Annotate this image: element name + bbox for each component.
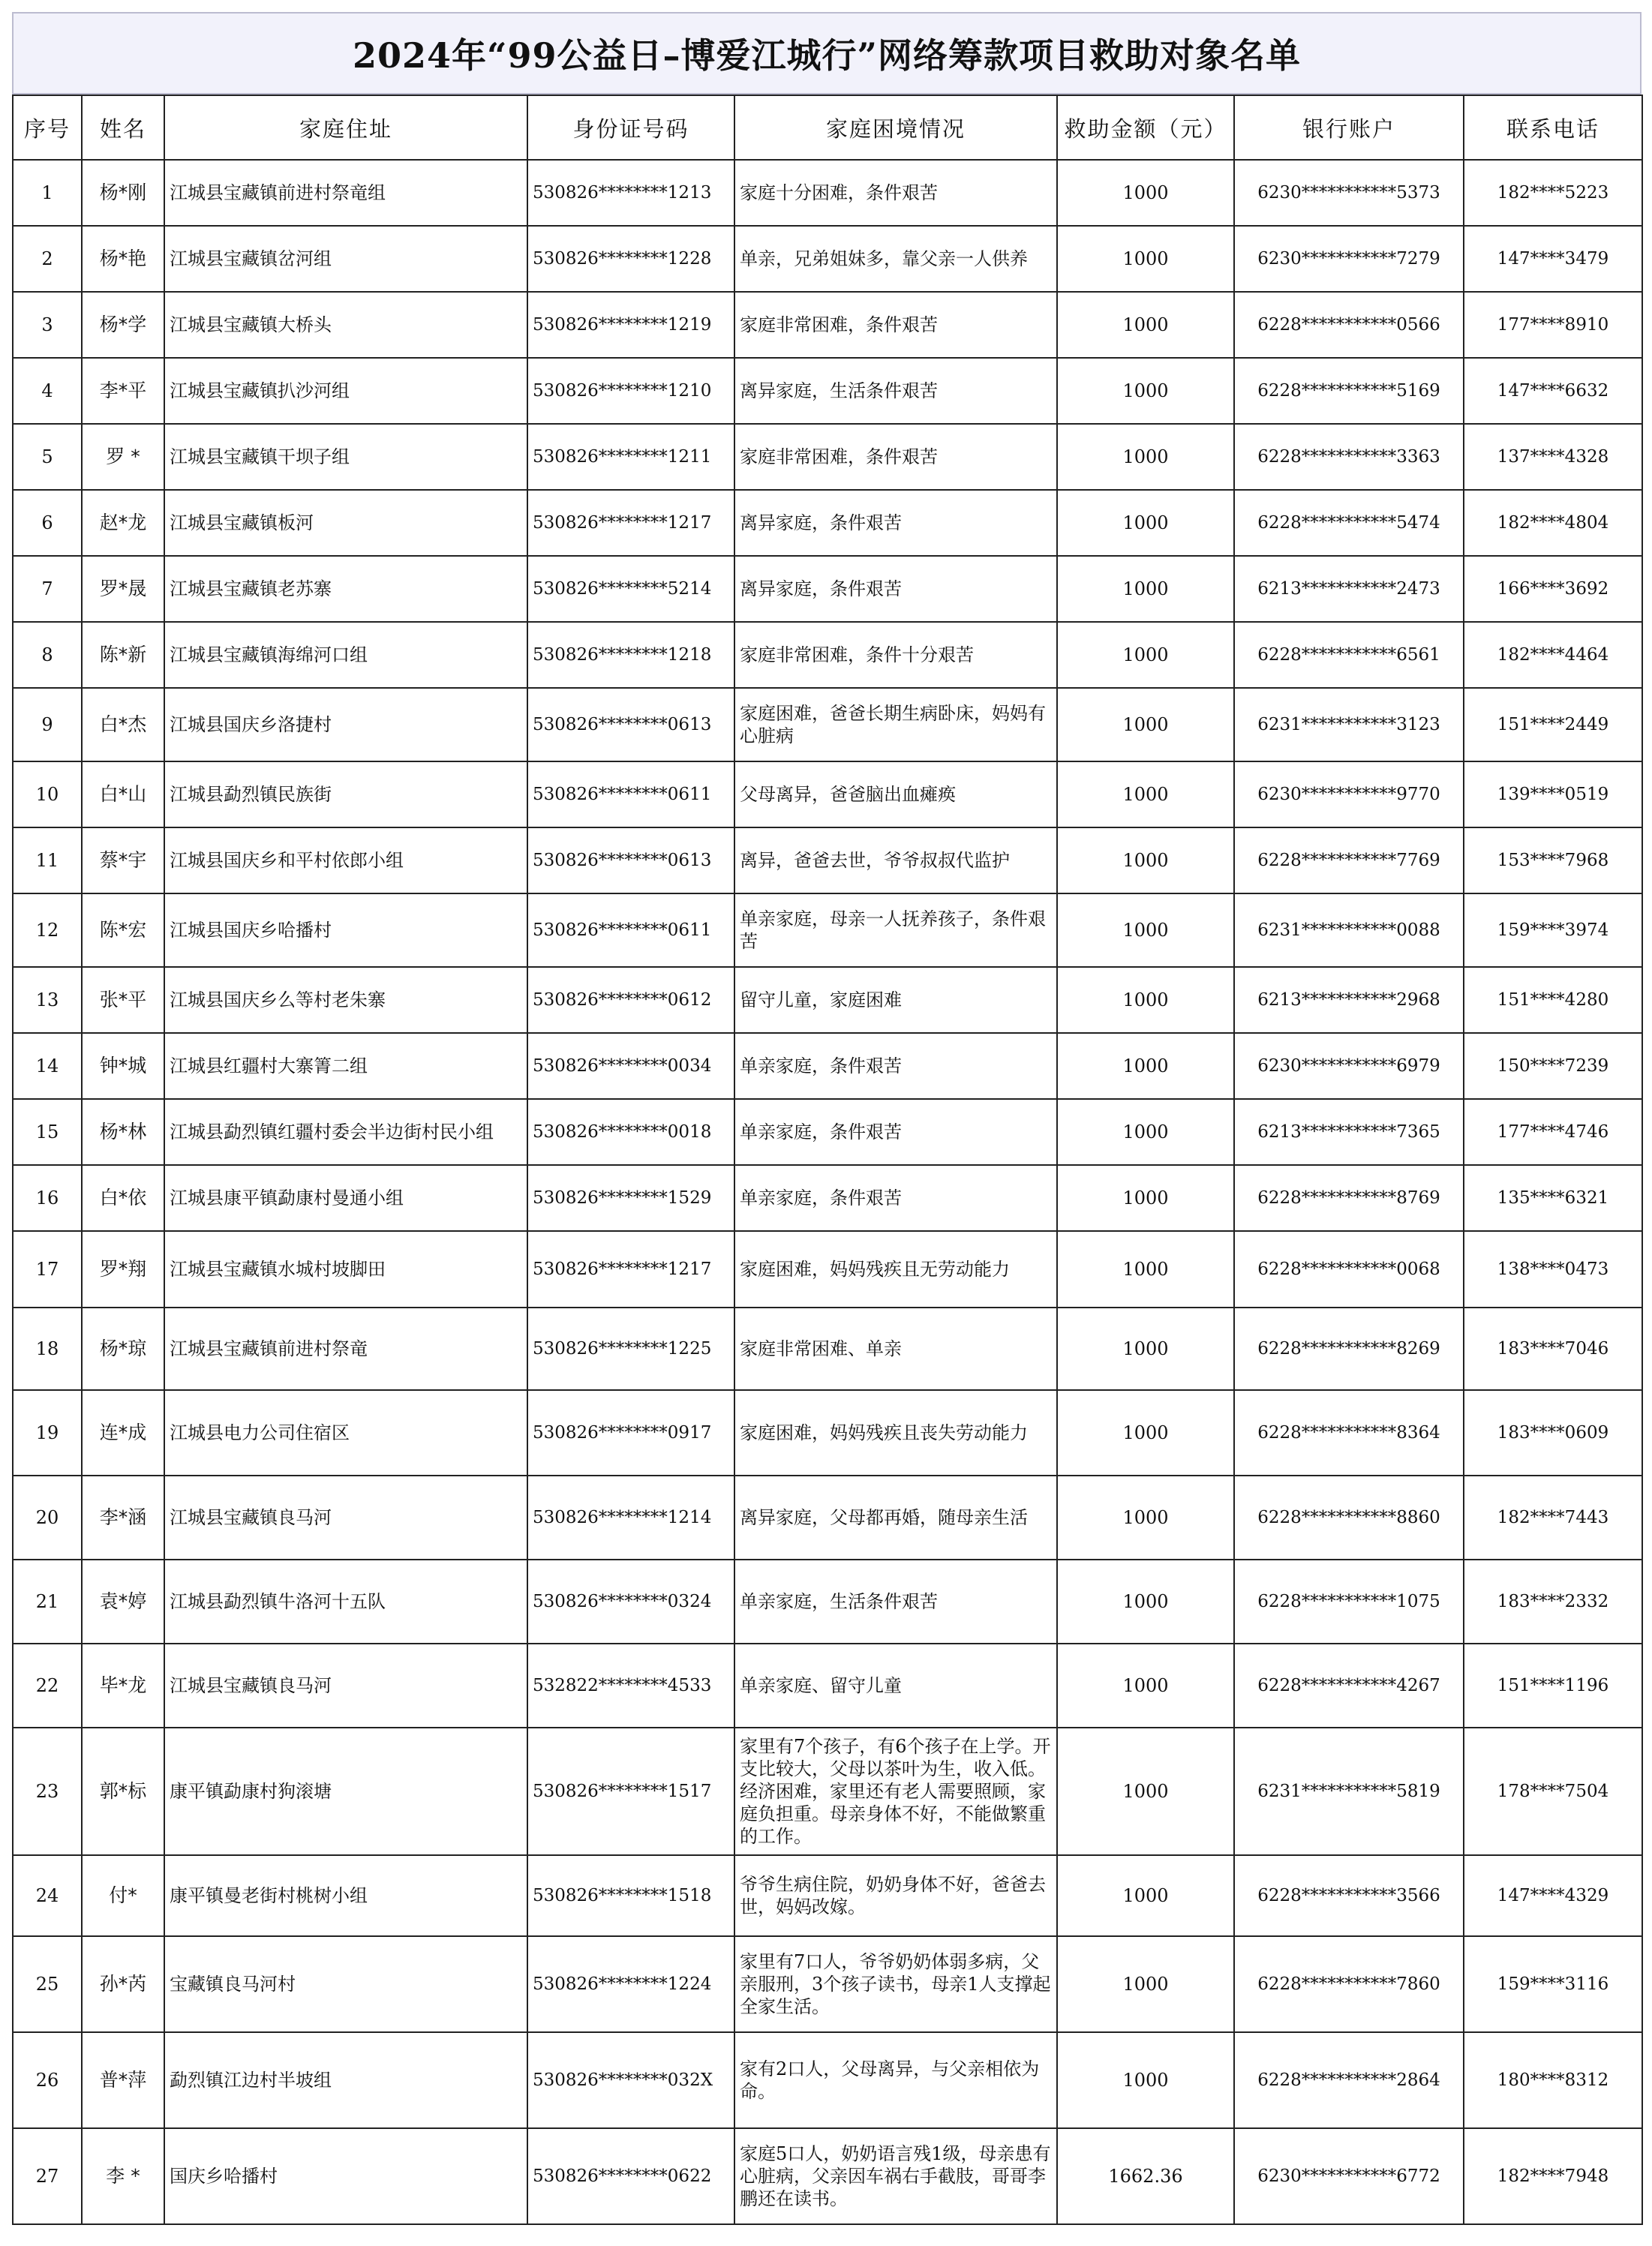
family-situation: 单亲，兄弟姐妹多，靠父亲一人供养 bbox=[734, 226, 1057, 292]
bank-account: 6230***********7279 bbox=[1234, 226, 1464, 292]
home-address: 康平镇勐康村狗滚塘 bbox=[164, 1728, 527, 1855]
aid-amount: 1000 bbox=[1057, 358, 1234, 424]
recipient-name: 李*平 bbox=[82, 358, 164, 424]
contact-phone: 150****7239 bbox=[1464, 1033, 1642, 1099]
id-number: 530826********0018 bbox=[527, 1099, 734, 1165]
contact-phone: 182****7443 bbox=[1464, 1476, 1642, 1560]
contact-phone: 183****0609 bbox=[1464, 1390, 1642, 1476]
bank-account: 6231***********0088 bbox=[1234, 893, 1464, 967]
recipient-name: 杨*琼 bbox=[82, 1308, 164, 1390]
row-number: 23 bbox=[13, 1728, 82, 1855]
bank-account: 6231***********5819 bbox=[1234, 1728, 1464, 1855]
family-situation: 家庭非常困难，条件十分艰苦 bbox=[734, 622, 1057, 688]
aid-amount: 1000 bbox=[1057, 688, 1234, 761]
bank-account: 6228***********2864 bbox=[1234, 2032, 1464, 2128]
bank-account: 6228***********1075 bbox=[1234, 1560, 1464, 1644]
id-number: 530826********0622 bbox=[527, 2128, 734, 2224]
contact-phone: 153****7968 bbox=[1464, 827, 1642, 893]
table-body bbox=[13, 160, 1642, 2224]
recipient-name: 陈*新 bbox=[82, 622, 164, 688]
table-row bbox=[13, 1644, 1642, 1728]
header-name: 姓名 bbox=[82, 95, 164, 160]
bank-account: 6228***********6561 bbox=[1234, 622, 1464, 688]
home-address: 江城县宝藏镇前进村祭竜组 bbox=[164, 160, 527, 226]
family-situation: 离异家庭，生活条件艰苦 bbox=[734, 358, 1057, 424]
row-number: 21 bbox=[13, 1560, 82, 1644]
bank-account: 6228***********8364 bbox=[1234, 1390, 1464, 1476]
table-row bbox=[13, 1936, 1642, 2032]
home-address: 江城县宝藏镇扒沙河组 bbox=[164, 358, 527, 424]
contact-phone: 147****3479 bbox=[1464, 226, 1642, 292]
home-address: 国庆乡哈播村 bbox=[164, 2128, 527, 2224]
recipient-name: 罗*翔 bbox=[82, 1231, 164, 1308]
bank-account: 6228***********5474 bbox=[1234, 490, 1464, 556]
row-number: 17 bbox=[13, 1231, 82, 1308]
table-row bbox=[13, 1033, 1642, 1099]
family-situation: 单亲家庭，母亲一人抚养孩子，条件艰苦 bbox=[734, 893, 1057, 967]
contact-phone: 151****1196 bbox=[1464, 1644, 1642, 1728]
family-situation: 家庭非常困难、单亲 bbox=[734, 1308, 1057, 1390]
id-number: 530826********1214 bbox=[527, 1476, 734, 1560]
aid-amount: 1000 bbox=[1057, 622, 1234, 688]
id-number: 530826********1211 bbox=[527, 424, 734, 490]
table-row bbox=[13, 827, 1642, 893]
bank-account: 6213***********2968 bbox=[1234, 967, 1464, 1033]
aid-amount: 1000 bbox=[1057, 1231, 1234, 1308]
id-number: 530826********1219 bbox=[527, 292, 734, 358]
row-number: 15 bbox=[13, 1099, 82, 1165]
title-bar bbox=[12, 12, 1641, 95]
home-address: 江城县宝藏镇水城村坡脚田 bbox=[164, 1231, 527, 1308]
table-row bbox=[13, 1855, 1642, 1936]
row-number: 19 bbox=[13, 1390, 82, 1476]
family-situation: 离异家庭，条件艰苦 bbox=[734, 490, 1057, 556]
contact-phone: 178****7504 bbox=[1464, 1728, 1642, 1855]
row-number: 2 bbox=[13, 226, 82, 292]
recipient-name: 白*依 bbox=[82, 1165, 164, 1231]
family-situation: 家庭5口人，奶奶语言残1级，母亲患有心脏病，父亲因车祸右手截肢，哥哥李鹏还在读书。 bbox=[734, 2128, 1057, 2224]
home-address: 勐烈镇江边村半坡组 bbox=[164, 2032, 527, 2128]
row-number: 5 bbox=[13, 424, 82, 490]
family-situation: 离异家庭，条件艰苦 bbox=[734, 556, 1057, 622]
home-address: 江城县宝藏镇干坝子组 bbox=[164, 424, 527, 490]
bank-account: 6228***********5169 bbox=[1234, 358, 1464, 424]
id-number: 530826********1529 bbox=[527, 1165, 734, 1231]
recipient-name: 钟*城 bbox=[82, 1033, 164, 1099]
row-number: 26 bbox=[13, 2032, 82, 2128]
row-number: 11 bbox=[13, 827, 82, 893]
contact-phone: 139****0519 bbox=[1464, 761, 1642, 827]
aid-amount: 1000 bbox=[1057, 556, 1234, 622]
header-id-number: 身份证号码 bbox=[527, 95, 734, 160]
id-number: 532822********4533 bbox=[527, 1644, 734, 1728]
id-number: 530826********5214 bbox=[527, 556, 734, 622]
aid-amount: 1662.36 bbox=[1057, 2128, 1234, 2224]
bank-account: 6228***********3566 bbox=[1234, 1855, 1464, 1936]
home-address: 江城县宝藏镇大桥头 bbox=[164, 292, 527, 358]
recipient-name: 杨*艳 bbox=[82, 226, 164, 292]
table-row bbox=[13, 2032, 1642, 2128]
row-number: 14 bbox=[13, 1033, 82, 1099]
contact-phone: 147****4329 bbox=[1464, 1855, 1642, 1936]
id-number: 530826********1225 bbox=[527, 1308, 734, 1390]
id-number: 530826********1218 bbox=[527, 622, 734, 688]
recipient-table bbox=[12, 95, 1643, 2225]
table-row bbox=[13, 424, 1642, 490]
aid-amount: 1000 bbox=[1057, 292, 1234, 358]
row-number: 12 bbox=[13, 893, 82, 967]
aid-amount: 1000 bbox=[1057, 1560, 1234, 1644]
contact-phone: 166****3692 bbox=[1464, 556, 1642, 622]
family-situation: 单亲家庭，条件艰苦 bbox=[734, 1165, 1057, 1231]
contact-phone: 135****6321 bbox=[1464, 1165, 1642, 1231]
family-situation: 家庭困难，妈妈残疾且无劳动能力 bbox=[734, 1231, 1057, 1308]
header-amount: 救助金额（元） bbox=[1057, 95, 1234, 160]
home-address: 江城县国庆乡洛捷村 bbox=[164, 688, 527, 761]
recipient-name: 杨*林 bbox=[82, 1099, 164, 1165]
family-situation: 单亲家庭，条件艰苦 bbox=[734, 1033, 1057, 1099]
home-address: 江城县宝藏镇前进村祭竜 bbox=[164, 1308, 527, 1390]
aid-amount: 1000 bbox=[1057, 967, 1234, 1033]
recipient-name: 付* bbox=[82, 1855, 164, 1936]
recipient-name: 孙*芮 bbox=[82, 1936, 164, 2032]
table-row bbox=[13, 2128, 1642, 2224]
aid-amount: 1000 bbox=[1057, 761, 1234, 827]
recipient-name: 李 * bbox=[82, 2128, 164, 2224]
home-address: 江城县国庆乡和平村依郎小组 bbox=[164, 827, 527, 893]
table-row bbox=[13, 1165, 1642, 1231]
id-number: 530826********032X bbox=[527, 2032, 734, 2128]
family-situation: 单亲家庭，生活条件艰苦 bbox=[734, 1560, 1057, 1644]
table-row bbox=[13, 1308, 1642, 1390]
bank-account: 6228***********0566 bbox=[1234, 292, 1464, 358]
contact-phone: 182****4804 bbox=[1464, 490, 1642, 556]
bank-account: 6230***********6772 bbox=[1234, 2128, 1464, 2224]
home-address: 江城县红疆村大寨箐二组 bbox=[164, 1033, 527, 1099]
recipient-name: 连*成 bbox=[82, 1390, 164, 1476]
family-situation: 留守儿童，家庭困难 bbox=[734, 967, 1057, 1033]
aid-amount: 1000 bbox=[1057, 424, 1234, 490]
row-number: 7 bbox=[13, 556, 82, 622]
table-row bbox=[13, 688, 1642, 761]
page-title: 2024年“99公益日–博爱江城行”网络筹款项目救助对象名单 bbox=[353, 35, 1301, 76]
contact-phone: 177****8910 bbox=[1464, 292, 1642, 358]
recipient-name: 郭*标 bbox=[82, 1728, 164, 1855]
recipient-name: 赵*龙 bbox=[82, 490, 164, 556]
contact-phone: 159****3974 bbox=[1464, 893, 1642, 967]
family-situation: 家庭非常困难，条件艰苦 bbox=[734, 424, 1057, 490]
header-no: 序号 bbox=[13, 95, 82, 160]
aid-amount: 1000 bbox=[1057, 1476, 1234, 1560]
aid-amount: 1000 bbox=[1057, 1936, 1234, 2032]
home-address: 江城县康平镇勐康村曼通小组 bbox=[164, 1165, 527, 1231]
home-address: 江城县勐烈镇牛洛河十五队 bbox=[164, 1560, 527, 1644]
home-address: 江城县勐烈镇民族街 bbox=[164, 761, 527, 827]
table-row bbox=[13, 967, 1642, 1033]
row-number: 25 bbox=[13, 1936, 82, 2032]
family-situation: 离异家庭，父母都再婚，随母亲生活 bbox=[734, 1476, 1057, 1560]
table-row bbox=[13, 1390, 1642, 1476]
aid-amount: 1000 bbox=[1057, 160, 1234, 226]
family-situation: 家庭困难，爸爸长期生病卧床，妈妈有心脏病 bbox=[734, 688, 1057, 761]
contact-phone: 137****4328 bbox=[1464, 424, 1642, 490]
row-number: 1 bbox=[13, 160, 82, 226]
recipient-name: 罗 * bbox=[82, 424, 164, 490]
bank-account: 6228***********0068 bbox=[1234, 1231, 1464, 1308]
id-number: 530826********0611 bbox=[527, 893, 734, 967]
aid-amount: 1000 bbox=[1057, 893, 1234, 967]
aid-amount: 1000 bbox=[1057, 1308, 1234, 1390]
id-number: 530826********0034 bbox=[527, 1033, 734, 1099]
aid-amount: 1000 bbox=[1057, 2032, 1234, 2128]
table-row bbox=[13, 292, 1642, 358]
family-situation: 家里有7口人，爷爷奶奶体弱多病，父亲服刑，3个孩子读书，母亲1人支撑起全家生活。 bbox=[734, 1936, 1057, 2032]
home-address: 江城县宝藏镇老苏寨 bbox=[164, 556, 527, 622]
bank-account: 6230***********6979 bbox=[1234, 1033, 1464, 1099]
id-number: 530826********0324 bbox=[527, 1560, 734, 1644]
family-situation: 家庭非常困难，条件艰苦 bbox=[734, 292, 1057, 358]
home-address: 康平镇曼老街村桃树小组 bbox=[164, 1855, 527, 1936]
table-row bbox=[13, 622, 1642, 688]
id-number: 530826********1217 bbox=[527, 490, 734, 556]
home-address: 江城县宝藏镇良马河 bbox=[164, 1644, 527, 1728]
aid-amount: 1000 bbox=[1057, 1390, 1234, 1476]
recipient-name: 李*涵 bbox=[82, 1476, 164, 1560]
row-number: 27 bbox=[13, 2128, 82, 2224]
table-row bbox=[13, 1728, 1642, 1855]
home-address: 江城县国庆乡哈播村 bbox=[164, 893, 527, 967]
id-number: 530826********0917 bbox=[527, 1390, 734, 1476]
table-row bbox=[13, 556, 1642, 622]
contact-phone: 151****4280 bbox=[1464, 967, 1642, 1033]
recipient-name: 杨*学 bbox=[82, 292, 164, 358]
bank-account: 6230***********5373 bbox=[1234, 160, 1464, 226]
family-situation: 家庭困难，妈妈残疾且丧失劳动能力 bbox=[734, 1390, 1057, 1476]
home-address: 江城县宝藏镇良马河 bbox=[164, 1476, 527, 1560]
aid-amount: 1000 bbox=[1057, 490, 1234, 556]
contact-phone: 151****2449 bbox=[1464, 688, 1642, 761]
row-number: 16 bbox=[13, 1165, 82, 1231]
aid-amount: 1000 bbox=[1057, 226, 1234, 292]
bank-account: 6228***********8269 bbox=[1234, 1308, 1464, 1390]
row-number: 10 bbox=[13, 761, 82, 827]
row-number: 18 bbox=[13, 1308, 82, 1390]
id-number: 530826********1517 bbox=[527, 1728, 734, 1855]
bank-account: 6228***********8860 bbox=[1234, 1476, 1464, 1560]
row-number: 13 bbox=[13, 967, 82, 1033]
contact-phone: 159****3116 bbox=[1464, 1936, 1642, 2032]
bank-account: 6228***********7860 bbox=[1234, 1936, 1464, 2032]
id-number: 530826********0612 bbox=[527, 967, 734, 1033]
table-row bbox=[13, 160, 1642, 226]
aid-amount: 1000 bbox=[1057, 1728, 1234, 1855]
contact-phone: 177****4746 bbox=[1464, 1099, 1642, 1165]
contact-phone: 147****6632 bbox=[1464, 358, 1642, 424]
row-number: 6 bbox=[13, 490, 82, 556]
aid-amount: 1000 bbox=[1057, 1165, 1234, 1231]
bank-account: 6213***********2473 bbox=[1234, 556, 1464, 622]
aid-amount: 1000 bbox=[1057, 1099, 1234, 1165]
recipient-name: 白*杰 bbox=[82, 688, 164, 761]
home-address: 江城县国庆乡么等村老朱寨 bbox=[164, 967, 527, 1033]
contact-phone: 138****0473 bbox=[1464, 1231, 1642, 1308]
id-number: 530826********1217 bbox=[527, 1231, 734, 1308]
home-address: 江城县宝藏镇板河 bbox=[164, 490, 527, 556]
id-number: 530826********0611 bbox=[527, 761, 734, 827]
row-number: 8 bbox=[13, 622, 82, 688]
family-situation: 爷爷生病住院，奶奶身体不好，爸爸去世，妈妈改嫁。 bbox=[734, 1855, 1057, 1936]
bank-account: 6230***********9770 bbox=[1234, 761, 1464, 827]
recipient-name: 陈*宏 bbox=[82, 893, 164, 967]
aid-amount: 1000 bbox=[1057, 1033, 1234, 1099]
contact-phone: 183****2332 bbox=[1464, 1560, 1642, 1644]
table-row bbox=[13, 1476, 1642, 1560]
family-situation: 单亲家庭，条件艰苦 bbox=[734, 1099, 1057, 1165]
contact-phone: 182****7948 bbox=[1464, 2128, 1642, 2224]
recipient-name: 张*平 bbox=[82, 967, 164, 1033]
family-situation: 离异，爸爸去世，爷爷叔叔代监护 bbox=[734, 827, 1057, 893]
table-row bbox=[13, 358, 1642, 424]
id-number: 530826********1228 bbox=[527, 226, 734, 292]
table-row bbox=[13, 1099, 1642, 1165]
recipient-name: 罗*晟 bbox=[82, 556, 164, 622]
family-situation: 父母离异，爸爸脑出血瘫痪 bbox=[734, 761, 1057, 827]
table-row bbox=[13, 893, 1642, 967]
family-situation: 单亲家庭、留守儿童 bbox=[734, 1644, 1057, 1728]
contact-phone: 183****7046 bbox=[1464, 1308, 1642, 1390]
row-number: 4 bbox=[13, 358, 82, 424]
table-row bbox=[13, 490, 1642, 556]
family-situation: 家庭十分困难，条件艰苦 bbox=[734, 160, 1057, 226]
home-address: 江城县宝藏镇海绵河口组 bbox=[164, 622, 527, 688]
header-bank-account: 银行账户 bbox=[1234, 95, 1464, 160]
recipient-name: 杨*刚 bbox=[82, 160, 164, 226]
row-number: 20 bbox=[13, 1476, 82, 1560]
aid-amount: 1000 bbox=[1057, 827, 1234, 893]
home-address: 江城县电力公司住宿区 bbox=[164, 1390, 527, 1476]
table-row bbox=[13, 1560, 1642, 1644]
id-number: 530826********1213 bbox=[527, 160, 734, 226]
bank-account: 6228***********3363 bbox=[1234, 424, 1464, 490]
row-number: 3 bbox=[13, 292, 82, 358]
contact-phone: 180****8312 bbox=[1464, 2032, 1642, 2128]
table-row bbox=[13, 761, 1642, 827]
row-number: 22 bbox=[13, 1644, 82, 1728]
bank-account: 6228***********4267 bbox=[1234, 1644, 1464, 1728]
header-situation: 家庭困境情况 bbox=[734, 95, 1057, 160]
home-address: 江城县宝藏镇岔河组 bbox=[164, 226, 527, 292]
home-address: 宝藏镇良马河村 bbox=[164, 1936, 527, 2032]
aid-amount: 1000 bbox=[1057, 1855, 1234, 1936]
family-situation: 家有2口人，父母离异，与父亲相依为命。 bbox=[734, 2032, 1057, 2128]
bank-account: 6231***********3123 bbox=[1234, 688, 1464, 761]
recipient-name: 毕*龙 bbox=[82, 1644, 164, 1728]
table-row bbox=[13, 1231, 1642, 1308]
row-number: 9 bbox=[13, 688, 82, 761]
id-number: 530826********1210 bbox=[527, 358, 734, 424]
bank-account: 6228***********8769 bbox=[1234, 1165, 1464, 1231]
home-address: 江城县勐烈镇红疆村委会半边街村民小组 bbox=[164, 1099, 527, 1165]
header-phone: 联系电话 bbox=[1464, 95, 1642, 160]
row-number: 24 bbox=[13, 1855, 82, 1936]
document-sheet bbox=[12, 12, 1641, 2225]
table-header-row bbox=[13, 95, 1642, 160]
table-row bbox=[13, 226, 1642, 292]
header-address: 家庭住址 bbox=[164, 95, 527, 160]
family-situation: 家里有7个孩子，有6个孩子在上学。开支比较大，父母以茶叶为生，收入低。经济困难，家里还有老人需要照顾，家庭负担重。母亲身体不好，不能做繁重的工作。 bbox=[734, 1728, 1057, 1855]
aid-amount: 1000 bbox=[1057, 1644, 1234, 1728]
recipient-name: 蔡*宇 bbox=[82, 827, 164, 893]
recipient-name: 普*萍 bbox=[82, 2032, 164, 2128]
id-number: 530826********0613 bbox=[527, 827, 734, 893]
bank-account: 6213***********7365 bbox=[1234, 1099, 1464, 1165]
contact-phone: 182****5223 bbox=[1464, 160, 1642, 226]
recipient-name: 白*山 bbox=[82, 761, 164, 827]
id-number: 530826********1518 bbox=[527, 1855, 734, 1936]
id-number: 530826********1224 bbox=[527, 1936, 734, 2032]
contact-phone: 182****4464 bbox=[1464, 622, 1642, 688]
bank-account: 6228***********7769 bbox=[1234, 827, 1464, 893]
id-number: 530826********0613 bbox=[527, 688, 734, 761]
recipient-name: 袁*婷 bbox=[82, 1560, 164, 1644]
